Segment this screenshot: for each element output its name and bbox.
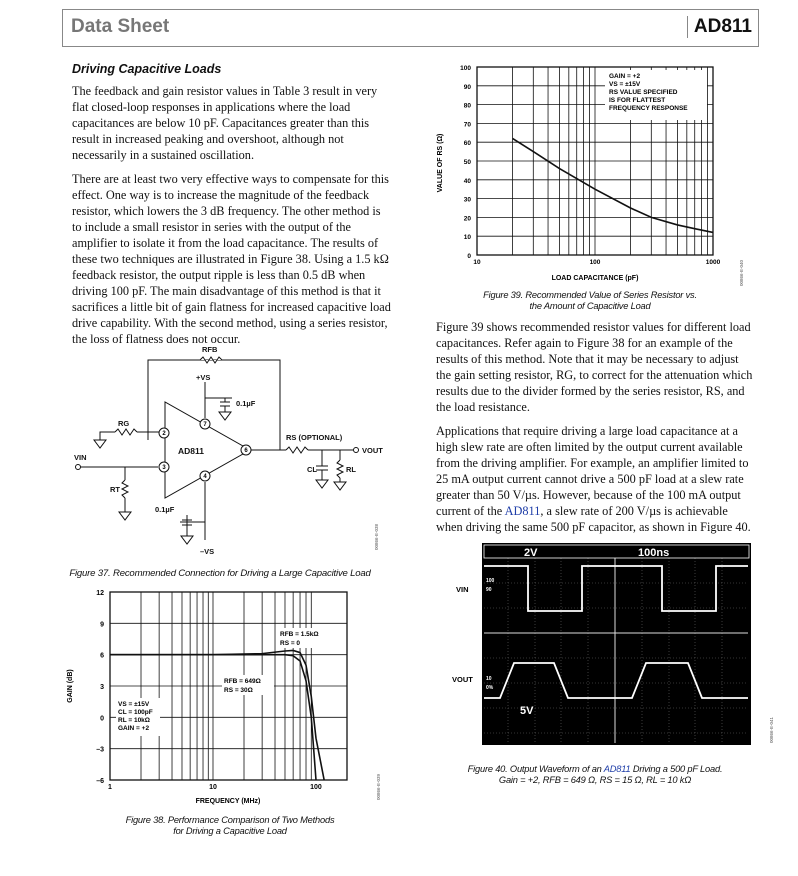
- fig39-legend-2: VS = ±15V: [609, 81, 641, 88]
- fig38-cond-2: CL = 100pF: [118, 709, 153, 716]
- rt-label: RT: [110, 485, 120, 494]
- section-title: Driving Capacitive Loads: [72, 62, 222, 76]
- vs-neg-label: –VS: [200, 547, 215, 556]
- fig39-ytick: 60: [463, 140, 471, 148]
- fig38-xtick: 10: [209, 784, 217, 791]
- fig38-xtick: 100: [310, 784, 322, 791]
- fig38-cond-4: GAIN = +2: [118, 725, 150, 732]
- fig37-code: 00866-E-038: [374, 523, 379, 550]
- pin-6-label: 6: [244, 448, 248, 454]
- scope-marker-90: 90: [486, 587, 492, 593]
- rg-label: RG: [118, 419, 130, 428]
- fig39-ytick: 40: [463, 177, 471, 185]
- vout-label: VOUT: [362, 446, 383, 455]
- fig39-xtick: 1000: [705, 259, 721, 266]
- ad811-link[interactable]: AD811: [504, 503, 541, 518]
- fig39-series-1: [513, 138, 713, 232]
- figure-38-caption-line1: Figure 38. Performance Comparison of Two Methods: [125, 815, 335, 825]
- cap1-label: 0.1µF: [236, 399, 256, 408]
- cap2-label: 0.1µF: [155, 505, 175, 514]
- scope-vin-label: VIN: [456, 585, 469, 594]
- fig39-xtick: 10: [473, 259, 481, 266]
- fig38-xlabel: FREQUENCY (MHz): [195, 798, 261, 805]
- figure-37-schematic: [60, 340, 400, 565]
- fig39-ytick: 20: [463, 215, 471, 223]
- fig39-xtick: 100: [589, 259, 601, 266]
- fig38-ytick: 0: [100, 715, 104, 723]
- header-section-label: Data Sheet: [71, 16, 170, 37]
- paragraph-4: [436, 424, 754, 535]
- fig39-legend-3: RS VALUE SPECIFIED: [609, 89, 678, 96]
- fig39-legend-4: IS FOR FLATTEST: [609, 97, 666, 104]
- fig39-ytick: 70: [463, 121, 471, 129]
- fig39-ytick: 80: [463, 102, 471, 110]
- figure-40-caption-pre: Figure 40. Output Waveform of an: [467, 764, 604, 774]
- fig39-code: 00866-E-040: [739, 259, 744, 286]
- fig39-ytick: 0: [467, 253, 471, 260]
- vin-label: VIN: [74, 453, 87, 462]
- scope-div-top: 2V: [524, 547, 538, 559]
- fig39-xlabel: LOAD CAPACITANCE (pF): [551, 275, 639, 282]
- fig38-annot2b: RS = 30Ω: [224, 687, 253, 694]
- rfb-label: RFB: [202, 345, 218, 354]
- fig38-xtick: 1: [108, 784, 112, 791]
- figure-39-caption-line1: Figure 39. Recommended Value of Series Resistor vs.: [483, 290, 697, 300]
- figure-39-caption-line2: the Amount of Capacitive Load: [529, 301, 651, 311]
- pin-7-label: 7: [203, 422, 207, 428]
- figure-39-caption: [465, 290, 715, 312]
- rl-label: RL: [346, 465, 356, 474]
- header-part-number: AD811: [687, 16, 752, 38]
- fig38-ytick: 6: [100, 652, 104, 660]
- fig39-legend-5: FREQUENCY RESPONSE: [609, 105, 688, 112]
- pin-4-label: 4: [203, 474, 207, 480]
- fig39-ytick: 100: [460, 65, 471, 72]
- fig39-ytick: 50: [463, 159, 471, 166]
- fig39-ytick: 10: [463, 234, 471, 242]
- figure-39-chart: [425, 58, 770, 288]
- amp-label: AD811: [178, 446, 204, 456]
- figure-40-scope: [448, 543, 788, 758]
- scope-div-bottom: 5V: [520, 705, 534, 717]
- figure-40-caption-line2: Gain = +2, RFB = 649 Ω, RS = 15 Ω, RL = 10 kΩ: [498, 775, 692, 785]
- fig39-ytick: 30: [463, 196, 471, 204]
- figure-37-caption: Figure 37. Recommended Connection for Driving a Large Capacitive Load: [69, 568, 371, 579]
- fig38-ytick: –6: [96, 778, 104, 785]
- figure-40-caption: [440, 764, 750, 786]
- figure-38-caption: [100, 815, 360, 837]
- fig38-cond-1: VS = ±15V: [118, 701, 150, 708]
- scope-marker-100: 100: [486, 578, 495, 584]
- paragraph-2: There are at least two very effective ways to compensate for this effect. One way is to increase the magnitude of the feedback resistor, which lowers the 3 dB frequency. The other method is to include a small resistor in series with the output of the amplifier to isolate it from the load capacitance. The results of these two techniques are illustrated in Figure 38. Using a 1.5 kΩ feedback resistor, the output ripple is less than 0.5 dB when driving 100 pF. The main disadvantage of this method is that it sacrifices a little bit of gain flatness for increased capacitive load drive capability. With the second method, using a series resistor, the loss of flatness does not occur.: [72, 172, 391, 346]
- fig38-ytick: –3: [96, 746, 104, 754]
- fig38-ylabel: GAIN (dB): [67, 669, 74, 703]
- scope-marker-10: 10: [486, 676, 492, 682]
- pin-3-label: 3: [162, 465, 166, 471]
- scope-marker-0: 0%: [486, 685, 494, 691]
- right-text-column: [436, 320, 754, 545]
- rs-label: RS (OPTIONAL): [286, 433, 343, 442]
- fig39-ytick: 90: [463, 83, 471, 91]
- fig38-code: 00866-E-039: [376, 773, 381, 800]
- fig38-ytick: 9: [100, 621, 104, 629]
- figure-38-chart: [62, 585, 392, 810]
- fig38-cond-3: RL = 10kΩ: [118, 717, 151, 724]
- scope-vout-label: VOUT: [452, 675, 473, 684]
- fig39-ylabel: VALUE OF RS (Ω): [437, 133, 444, 193]
- pin-2-label: 2: [162, 431, 166, 437]
- paragraph-3: Figure 39 shows recommended resistor values for different load capacitances. Refer again to Figure 38 for an example of the results of this method. Note that it may be necessary to adjust the gain setting resistor, RG, to correct for the attenuation which results due to the divider formed by the series resistor, RS, and the load resistance.: [436, 320, 753, 414]
- paragraph-1: The feedback and gain resistor values in Table 3 result in very flat closed-loop responses in applications where the load capacitances are below 10 pF. Capacitances greater than this result in increased peaking and overshoot, although not necessarily in a sustained oscillation.: [72, 83, 378, 162]
- page-header: [62, 9, 759, 47]
- paragraph-4-before: Applications that require driving a large load capacitance at a high slew rate are often limited by the output current available from the driving amplifier. For example, an amplifier limited to 25 mA output current cannot drive a 500 pF load at a slew rate greater than 50 V/µs. However, because of the 100 mA output current of the: [436, 424, 749, 518]
- fig38-ytick: 12: [96, 590, 104, 597]
- fig38-annot2a: RFB = 649Ω: [224, 678, 261, 685]
- left-text-column: [72, 62, 392, 356]
- figure-38-caption-line2: for Driving a Capacitive Load: [173, 826, 287, 836]
- fig38-annot1a: RFB = 1.5kΩ: [280, 631, 319, 638]
- figure-40-caption-link[interactable]: AD811: [603, 764, 631, 774]
- fig39-legend-1: GAIN = +2: [609, 73, 641, 80]
- cl-label: CL: [307, 465, 317, 474]
- fig38-ytick: 3: [100, 684, 104, 691]
- vs-pos-label: +VS: [196, 373, 211, 382]
- paragraph-4-after: , a slew rate of 200 V/µs is achievable when driving the same 500 pF capacitor, as shown in Figure 40.: [436, 503, 751, 534]
- fig38-annot1b: RS = 0: [280, 640, 301, 647]
- fig40-code: 00866-E-041: [769, 716, 774, 743]
- figure-40-caption-post: Driving a 500 pF Load.: [630, 764, 723, 774]
- scope-timebase: 100ns: [638, 547, 670, 559]
